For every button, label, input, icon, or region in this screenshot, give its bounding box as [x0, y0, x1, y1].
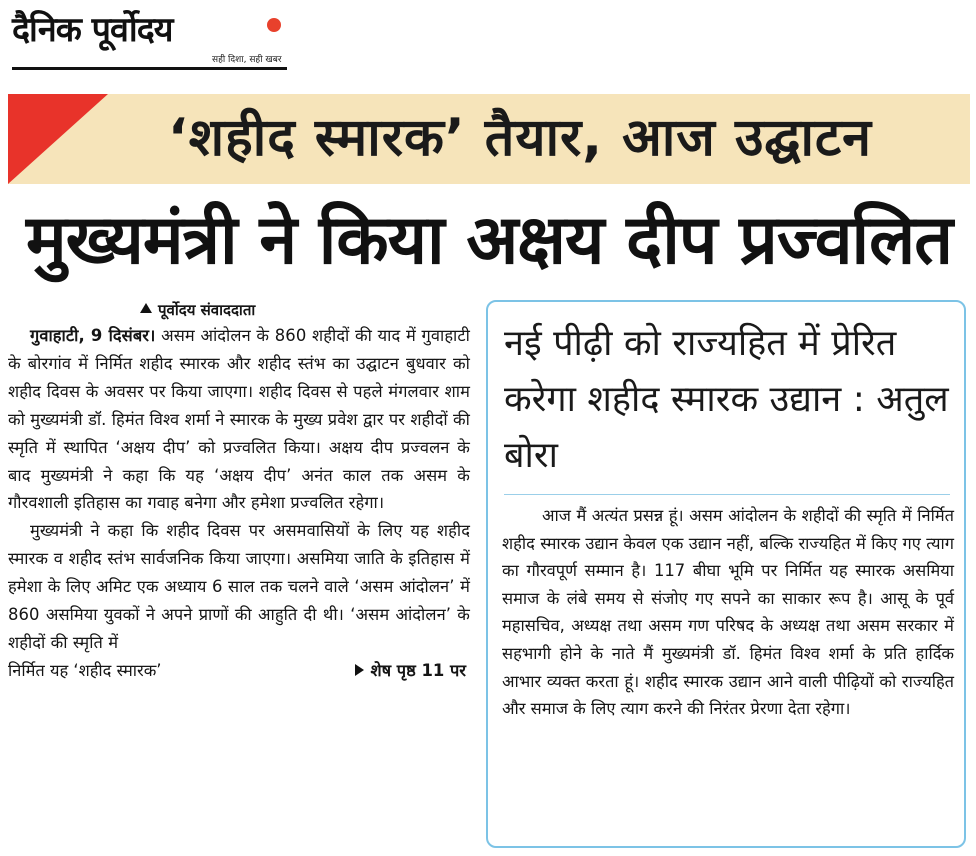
red-corner-decoration [8, 94, 108, 184]
paragraph-1-text: असम आंदोलन के 860 शहीदों की याद में गुवाहाटी के बोरगांव में निर्मित शहीद स्मारक और शहीद स्तंभ का उद्घाटन बुधवार को शहीद दिवस के अवसर पर किया जाएगा। शहीद दिवस से पहले मंगलवार शाम को मुख्यमंत्री डॉ. हिमंत विश्व शर्मा ने स्मारक के मुख्य प्रवेश द्वार पर शहीदों की स्मृति में स्थापित ‘अक्षय दीप’ को प्रज्वलित किया। अक्षय दीप प्रज्वलन के बाद मुख्यमंत्री ने कहा कि यह ‘अक्षय दीप’ अनंत काल तक असम के गौरवशाली इतिहास का गवाह बनेगा और हमेशा प्रज्वलित रहेगा। [8, 326, 470, 513]
sidebar-box [486, 300, 966, 848]
article-paragraph-2: मुख्यमंत्री ने कहा कि शहीद दिवस पर असमवासियों के लिए यह शहीद स्मारक व शहीद स्तंभ सार्वजनिक किया जाएगा। असमिया जाति के इतिहास में हमेशा के लिए अमिट एक अध्याय 6 साल तक चलने वाले ‘असम आंदोलन’ में 860 असमिया युवकों ने अपने प्राणों की आहुति दी थी। ‘असम आंदोलन’ के शहीदों की स्मृति में [8, 521, 470, 652]
last-fragment: निर्मित यह ‘शहीद स्मारक’ [8, 660, 162, 680]
continuation-line [8, 657, 470, 685]
byline-text: पूर्वोदय संवाददाता [158, 301, 256, 319]
kicker-band [8, 94, 970, 184]
jump-text: शेष पृष्ठ 11 पर [370, 660, 466, 680]
sidebar-body: आज मैं अत्यंत प्रसन्न हूं। असम आंदोलन के शहीदों की स्मृति में निर्मित शहीद स्मारक उद्यान केवल एक उद्यान नहीं, बल्कि राज्यहित में किए गए त्याग का गौरवपूर्ण सम्मान है। 117 बीघा भूमि पर निर्मित यह स्मारक असमिया समाज के लंबे समय से संजोए गए सपने का साकार रूप है। आसू के पूर्व महासचिव, अध्यक्ष तथा असम गण परिषद के अध्यक्ष तथा असम सरकार में सहभागी होने के नाते मैं मुख्यमंत्री डॉ. हिमंत विश्व शर्मा के प्रति हार्दिक आभार व्यक्त करता हूं। शहीद स्मारक उद्यान आने वाली पीढ़ियों को राज्यहित और समाज के लिए त्याग करने की निरंतर प्रेरणा देता रहेगा। [502, 506, 955, 719]
jump-line [355, 657, 466, 685]
arrow-right-icon [355, 664, 364, 676]
masthead-dot-icon [267, 18, 281, 32]
article-column [8, 298, 470, 850]
byline [8, 298, 470, 322]
sidebar-divider [504, 494, 950, 495]
sidebar-headline: नई पीढ़ी को राज्यहित में प्रेरित करेगा शहीद स्मारक उद्यान : अतुल बोरा [504, 323, 949, 476]
dateline: गुवाहाटी, 9 दिसंबर। [30, 326, 156, 345]
masthead-rule [12, 67, 287, 70]
masthead-name: दैनिक पूर्वोदय [12, 10, 173, 50]
masthead [12, 6, 287, 72]
kicker-headline: ‘शहीद स्मारक’ तैयार, आज उद्घाटन [168, 108, 873, 168]
main-headline: मुख्यमंत्री ने किया अक्षय दीप प्रज्वलित [25, 201, 953, 280]
masthead-tagline: सही दिशा, सही खबर [212, 55, 282, 65]
article-paragraph-1 [8, 322, 470, 517]
article-body [8, 322, 470, 685]
triangle-icon [140, 303, 152, 313]
